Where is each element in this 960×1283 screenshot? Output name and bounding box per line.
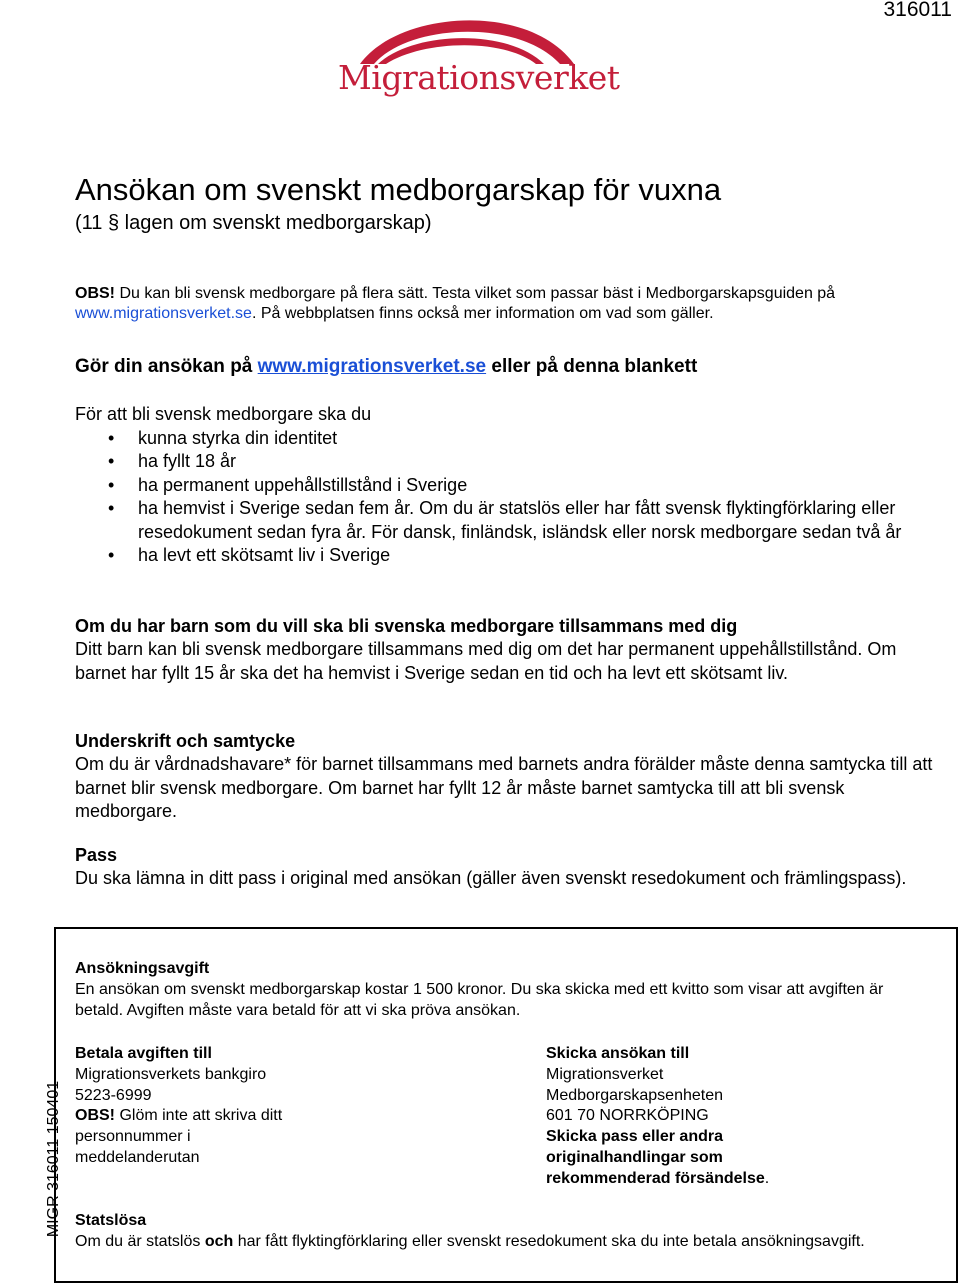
children-section <box>75 615 945 685</box>
send-heading: Skicka ansökan till <box>546 1045 690 1062</box>
bankgiro-label: Migrationsverkets bankgiro <box>75 1065 267 1083</box>
list-item: • ha hemvist i Sverige sedan fem år. Om du är statslös eller har fått svensk flyktingförklaring eller resedokument sedan fyra år. För dansk, finländsk, isländsk eller norsk medborgare sedan två år <box>108 498 902 542</box>
requirements-intro: För att bli svensk medborgare ska du <box>75 404 372 424</box>
requirements-section <box>75 403 945 568</box>
bullet-icon: • <box>108 474 115 495</box>
send-note-bold: Skicka pass eller andra originalhandlingar som rekommenderad försändelse <box>546 1128 765 1187</box>
fee-box <box>54 927 958 1283</box>
list-item: • ha levt ett skötsamt liv i Sverige <box>75 544 945 568</box>
pay-obs <box>75 1106 305 1168</box>
signature-heading: Underskrift och samtycke <box>75 731 296 751</box>
bullet-icon: • <box>108 498 115 518</box>
send-line-1: Migrationsverket <box>546 1065 664 1083</box>
apply-link[interactable]: www.migrationsverket.se <box>257 356 487 377</box>
pay-obs-text: Glöm inte att skriva ditt personnummer i meddelanderutan <box>75 1107 283 1166</box>
obs-label: OBS! <box>75 285 115 302</box>
list-item: • ha fyllt 18 år <box>75 450 945 474</box>
fee-section <box>75 959 925 1021</box>
stateless-heading: Statslösa <box>75 1212 147 1229</box>
page-subtitle: (11 § lagen om svenskt medborgarskap) <box>75 212 432 234</box>
apply-prefix: Gör din ansökan på <box>75 356 258 377</box>
pay-heading: Betala avgiften till <box>75 1045 212 1062</box>
logo-arc-icon <box>338 6 594 66</box>
pass-text: Du ska lämna in ditt pass i original med ansökan (gäller även svenskt resedokument och främlingspass). <box>75 868 907 889</box>
obs-text: Du kan bli svensk medborgare på flera sätt. Testa vilket som passar bäst i Medborgarskapsguiden på <box>115 285 836 302</box>
stateless-text: Om du är statslös och har fått flyktingförklaring eller svenskt resedokument ska du inte betala ansökningsavgift. <box>75 1232 865 1250</box>
pay-obs-label: OBS! <box>75 1107 115 1125</box>
signature-text: Om du är vårdnadshavare* för barnet tillsammans med barnets andra förälder måste denna samtycka till att barnet blir svensk medborgare. Om barnet har fyllt 12 år måste barnet samtycka till att bli svensk medborgare. <box>75 754 933 821</box>
send-line-3: 601 70 NORRKÖPING <box>546 1107 709 1125</box>
fee-text: En ansökan om svenskt medborgarskap kostar 1 500 kronor. Du ska skicka med ett kvitto som visar att avgiften är betald. Avgiften måste vara betald för att vi ska pröva ansökan. <box>75 980 884 1019</box>
fee-heading: Ansökningsavgift <box>75 960 210 977</box>
bankgiro-number: 5223-6999 <box>75 1086 152 1104</box>
apply-suffix: eller på denna blankett <box>486 356 698 377</box>
send-section <box>546 1044 846 1190</box>
bullet-icon: • <box>108 451 115 471</box>
vertical-form-code: MIGR 316011 150401 <box>45 1080 62 1238</box>
pay-section <box>75 1044 305 1169</box>
obs-text-after: . På webbplatsen finns också mer information om vad som gäller. <box>251 305 714 322</box>
logo-text: Migrationsverket <box>338 58 620 97</box>
send-note: Skicka pass eller andra originalhandlingar som rekommenderad försändelse. <box>546 1128 770 1187</box>
stateless-section <box>75 1211 925 1253</box>
bullet-icon: • <box>108 545 115 565</box>
form-number: 316011 <box>883 0 952 21</box>
send-line-2: Medborgarskapsenheten <box>546 1086 724 1104</box>
pass-section <box>75 844 945 891</box>
requirements-list <box>75 427 945 568</box>
list-item: • ha permanent uppehållstillstånd i Sverige <box>75 474 945 498</box>
children-text: Ditt barn kan bli svensk medborgare tillsammans med dig om det har permanent uppehållstillstånd. Om barnet har fyllt 15 år ska det ha hemvist i Sverige sedan en tid och ha levt ett skötsamt liv. <box>75 639 897 683</box>
signature-section <box>75 730 945 823</box>
obs-notice <box>75 284 895 324</box>
guide-link[interactable]: www.migrationsverket.se <box>75 305 252 322</box>
pass-heading: Pass <box>75 845 118 865</box>
page-title: Ansökan om svenskt medborgarskap för vuxna <box>75 172 722 207</box>
migrationsverket-logo <box>338 6 620 102</box>
list-item: • kunna styrka din identitet <box>75 427 945 451</box>
bullet-icon: • <box>108 427 115 448</box>
children-heading: Om du har barn som du vill ska bli svenska medborgare tillsammans med dig <box>75 616 738 636</box>
apply-heading <box>75 356 697 378</box>
